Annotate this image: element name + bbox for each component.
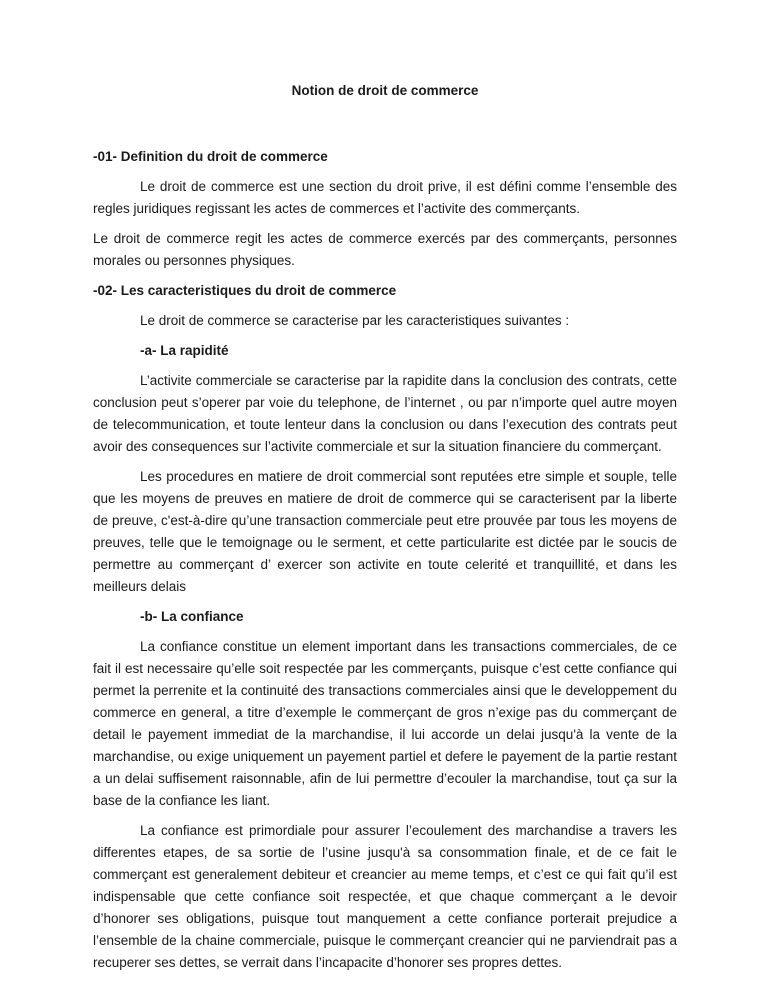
paragraph: La confiance constitue un element important dans les transactions commerciales, de ce fait il est necessaire qu’elle soit respectée par les commerçants, puisque c’est cette confiance qui permet la perrenite et la continuité des transactions commerciales ainsi que le developpement du commerce en general, a titre d’exemple le commerçant de gros n’exige pas du commerçant de detail le payement immediat de la marchandise, il lui accorde un delai jusqu'à la vente de la marchandise, ou exige uniquement un payement partiel et defere le payement de la partie restant a un delai suffisement raisonnable, afin de lui permettre d’ecouler la marchandise, tout ça sur la base de la confiance les liant. [93,639,677,808]
document-title: Notion de droit de commerce [291,83,479,98]
paragraph: Le droit de commerce regit les actes de commerce exercés par des commerçants, personnes morales ou personnes physiques. [93,231,677,268]
subsection-heading-b: -b- La confiance [140,609,244,624]
paragraph: Le droit de commerce est une section du droit prive, il est défini comme l’ensemble des regles juridiques regissant les actes de commerces et l’activite des commerçants. [93,179,677,216]
subsection-heading-a: -a- La rapidité [140,343,229,358]
paragraph: Le droit de commerce se caracterise par les caracteristiques suivantes : [140,313,570,328]
paragraph: L’activite commerciale se caracterise par la rapidite dans la conclusion des contrats, cette conclusion peut s’operer par voie du telephone, de l’internet , ou par n’importe quel autre moyen de telecommunication, et toute lenteur dans la conclusion ou dans l’execution des contrats peut avoir des consequences sur l’activite commerciale et sur la situation financiere du commerçant. [93,373,677,454]
paragraph: Les procedures en matiere de droit commercial sont reputées etre simple et souple, telle que les moyens de preuves en matiere de droit de commerce qui se caracterisent par la liberte de preuve, c'est-à-dire qu’une transaction commerciale peut etre prouvée par tous les moyens de preuves, telle que le temoignage ou le serment, et cette particularite est dictée par le soucis de permettre au commerçant d’ exercer son activite en toute celerité et tranquillité, et dans les meilleurs delais [93,469,677,594]
section-heading-02: -02- Les caracteristiques du droit de commerce [93,283,397,298]
paragraph: La confiance est primordiale pour assurer l’ecoulement des marchandise a travers les differentes etapes, de sa sortie de l’usine jusqu'à sa consommation finale, et de ce fait le commerçant est generalement debiteur et creancier au meme temps, et c’est ce qui fait qu’il est indispensable que cette confiance soit respectée, et que chaque commerçant a le devoir d’honorer ses obligations, puisque tout manquement a cette confiance porterait prejudice a l’ensemble de la chaine commerciale, puisque le commerçant creancier qui ne parviendrait pas a recuperer ses dettes, se verrait dans l’incapacite d’honorer ses propres dettes. [93,823,677,970]
section-heading-01: -01- Definition du droit de commerce [93,149,328,164]
